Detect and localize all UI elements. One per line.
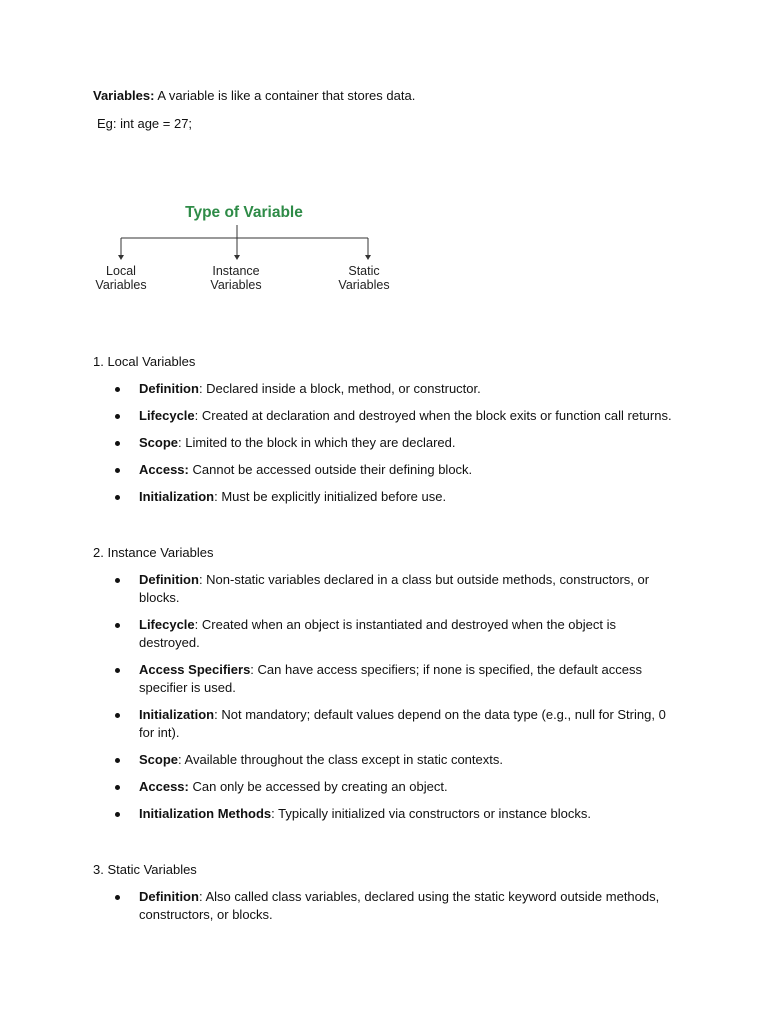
- item-text: : Non-static variables declared in a class but outside methods, constructors, or blocks.: [139, 572, 650, 605]
- list-item: [0, 407, 679, 425]
- list-item: [0, 616, 679, 652]
- diagram-node-static-line1: Static: [348, 264, 380, 278]
- bullet-icon: [115, 812, 120, 817]
- list-item: [0, 434, 679, 452]
- item-text: : Also called class variables, declared using the static keyword outside methods, constructors, or blocks.: [139, 889, 660, 922]
- bullet-icon: [115, 668, 120, 673]
- arrowhead-local-icon: [118, 255, 124, 260]
- item-text: Can only be accessed by creating an object.: [188, 779, 448, 794]
- instance-variables-list: [0, 571, 768, 832]
- bullet-icon: [115, 785, 120, 790]
- list-item: [0, 461, 679, 479]
- item-term: Scope: [139, 435, 179, 450]
- bullet-icon: [115, 468, 120, 473]
- diagram-title: Type of Variable: [185, 204, 303, 221]
- bullet-icon: [115, 414, 120, 419]
- intro-text: A variable is like a container that stores data.: [154, 88, 416, 103]
- item-text: : Available throughout the class except in static contexts.: [178, 752, 503, 767]
- item-term: Definition: [139, 381, 199, 396]
- bullet-icon: [115, 758, 120, 763]
- item-text: : Limited to the block in which they are declared.: [178, 435, 456, 450]
- item-term: Definition: [139, 572, 199, 587]
- intro-term: Variables:: [93, 88, 155, 103]
- list-item: [0, 706, 679, 742]
- arrowhead-static-icon: [365, 255, 371, 260]
- list-item: [0, 778, 679, 796]
- item-term: Definition: [139, 889, 199, 904]
- item-term: Scope: [139, 752, 179, 767]
- diagram-node-local-line1: Local: [106, 264, 136, 278]
- variable-types-diagram: [90, 192, 410, 302]
- bullet-icon: [115, 895, 120, 900]
- diagram-node-local-line2: Variables: [95, 278, 147, 292]
- diagram-node-instance-line2: Variables: [210, 278, 262, 292]
- diagram-node-instance-line1: Instance: [212, 264, 260, 278]
- list-item: [0, 661, 679, 697]
- item-term: Access Specifiers: [139, 662, 251, 677]
- item-term: Initialization: [139, 707, 215, 722]
- item-term: Access:: [139, 462, 189, 477]
- item-text: : Typically initialized via constructors or instance blocks.: [271, 806, 592, 821]
- bullet-icon: [115, 578, 120, 583]
- item-term: Access:: [139, 779, 189, 794]
- item-text: : Declared inside a block, method, or constructor.: [198, 381, 481, 396]
- item-text: : Created at declaration and destroyed when the block exits or function call returns.: [194, 408, 672, 423]
- static-variables-list: [0, 888, 768, 933]
- list-item: [0, 571, 679, 607]
- item-text: : Not mandatory; default values depend on the data type (e.g., null for String, 0 for int).: [139, 707, 666, 740]
- section-heading-static: 3. Static Variables: [93, 862, 197, 877]
- item-text: : Created when an object is instantiated and destroyed when the object is destroyed.: [139, 617, 616, 650]
- local-variables-list: [0, 380, 768, 515]
- list-item: [0, 805, 679, 823]
- item-term: Lifecycle: [139, 408, 195, 423]
- list-item: [0, 488, 679, 506]
- bullet-icon: [115, 623, 120, 628]
- item-term: Initialization: [139, 489, 215, 504]
- item-text: : Can have access specifiers; if none is specified, the default access specifier is used.: [139, 662, 642, 695]
- intro-line: [93, 87, 415, 105]
- item-text: : Must be explicitly initialized before use.: [214, 489, 447, 504]
- item-term: Initialization Methods: [139, 806, 272, 821]
- bullet-icon: [115, 387, 120, 392]
- item-text: Cannot be accessed outside their defining block.: [188, 462, 473, 477]
- bullet-icon: [115, 713, 120, 718]
- list-item: [0, 888, 679, 924]
- arrowhead-instance-icon: [234, 255, 240, 260]
- item-term: Lifecycle: [139, 617, 195, 632]
- bullet-icon: [115, 495, 120, 500]
- list-item: [0, 751, 679, 769]
- example-line: Eg: int age = 27;: [97, 116, 193, 131]
- list-item: [0, 380, 679, 398]
- section-heading-instance: 2. Instance Variables: [93, 545, 214, 560]
- diagram-svg: [90, 192, 410, 302]
- section-heading-local: 1. Local Variables: [93, 354, 196, 369]
- diagram-node-static-line2: Variables: [338, 278, 390, 292]
- bullet-icon: [115, 441, 120, 446]
